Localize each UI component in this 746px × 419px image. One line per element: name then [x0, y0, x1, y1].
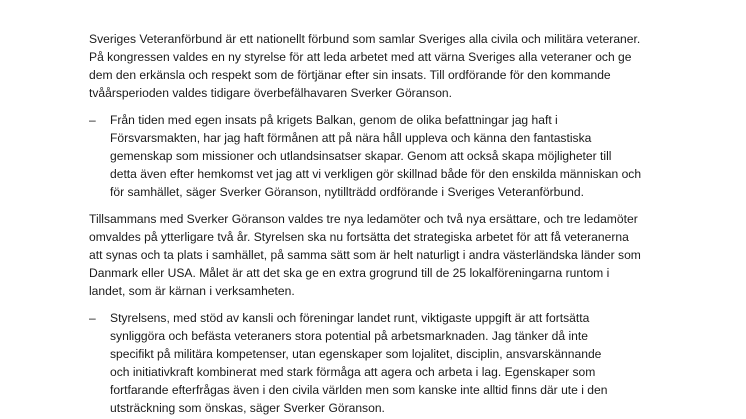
text-line: fortfarande efterfrågas även i den civila världen men som kanske inte alltid finns där ute i den: [110, 383, 608, 397]
text-line: Från tiden med egen insats på krigets Balkan, genom de olika befattningar jag haft i: [110, 113, 558, 127]
text-line: Styrelsens, med stöd av kansli och föreningar landet runt, viktigaste uppgift är att fortsätta: [110, 311, 590, 325]
quote-block-first: [89, 111, 689, 201]
intro-paragraph: [89, 30, 669, 102]
text-line: Tillsammans med Sverker Göranson valdes tre nya ledamöter och två nya ersättare, och tre ledamöter: [89, 212, 638, 226]
text-line: utsträckning som önskas, säger Sverker Göranson.: [110, 401, 385, 415]
quote-text: [110, 111, 685, 201]
text-line: landet, som är kärnan i verksamheten.: [89, 284, 295, 298]
text-line: tvåårsperioden valdes tidigare överbefälhavaren Sverker Göranson.: [89, 86, 453, 100]
text-line: Danmark eller USA. Målet är att det ska ge en extra grogrund till de 25 lokalföreningarna runtom i: [89, 266, 610, 280]
quote-dash: –: [89, 311, 96, 325]
text-line: Försvarsmakten, har jag haft förmånen att på nära håll uppleva och känna den fantastiska: [110, 131, 592, 145]
text-line: På kongressen valdes en ny styrelse för att leda arbetet med att värna Sveriges alla veteraner och ge: [89, 50, 632, 64]
text-line: gemenskap som missioner och utlandsinsatser skapar. Genom att också skapa möjligheter till: [110, 149, 612, 163]
text-line: att synas och ta plats i samhället, på samma sätt som är helt naturligt i andra västerländska länder som: [89, 248, 641, 262]
text-line: för samhället, säger Sverker Göranson, nytillträdd ordförande i Sveriges Veteranförbund.: [110, 185, 584, 199]
text-line: och initiativkraft kombinerat med stark förmåga att agera och arbeta i lag. Egenskaper som: [110, 365, 596, 379]
text-line: specifikt på militära kompetenser, utan egenskaper som lojalitet, disciplin, ansvarskännande: [110, 347, 602, 361]
quote-block-second: [89, 309, 689, 417]
text-line: Sveriges Veteranförbund är ett nationellt förbund som samlar Sveriges alla civila och militära veteraner.: [89, 32, 641, 46]
board-paragraph: [89, 210, 669, 300]
text-line: dem den erkänsla och respekt som de förtjänar efter sin insats. Till ordförande för den kommande: [89, 68, 611, 82]
text-line: detta även efter hemkomst vet jag att vi verkligen gör skillnad både för den enskilda människan och: [110, 167, 642, 181]
text-line: omvaldes på ytterligare två år. Styrelsen ska nu fortsätta det strategiska arbetet för att få veteranerna: [89, 230, 629, 244]
text-line: synliggöra och befästa veteraners stora potential på arbetsmarknaden. Jag tänker då inte: [110, 329, 588, 343]
quote-dash: –: [89, 113, 96, 127]
quote-text: [110, 309, 685, 417]
